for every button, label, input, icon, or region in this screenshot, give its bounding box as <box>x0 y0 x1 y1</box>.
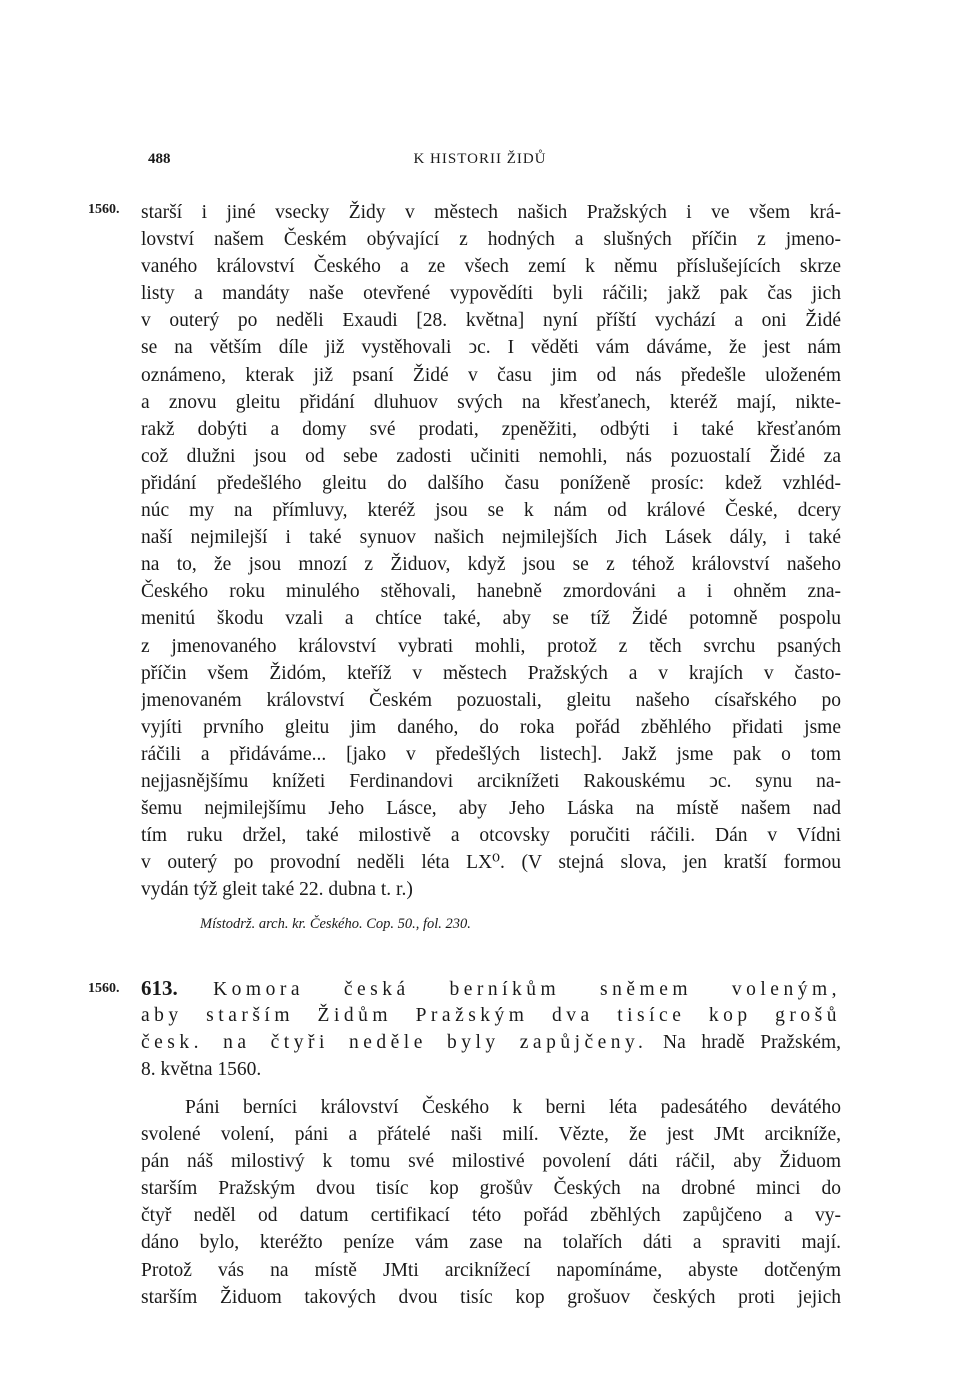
text-line: starší i jiné vsecky Židy v městech našich Pražských i ve všem krá- <box>141 202 841 223</box>
text-line: a znovu gleitu přidání dluhuov svých na křesťanech, kteréž mají, nikte- <box>141 391 841 413</box>
text-line: nejjasnějšímu knížeti Ferdinandovi arciknížeti Rakouskému ↄc. synu na- <box>141 770 841 792</box>
text-line: svolené volení, páni a přátelé naši milí. Vězte, že jest JMt arcikníže, <box>141 1124 841 1146</box>
text-line: ráčili a přidáváme... [jako v předešlých listech]. Jakž jsme pak o tom <box>141 743 841 765</box>
text-line: listy a mandáty naše otevřené vypovědíti byli ráčili; jakž pak čas jich <box>141 283 841 305</box>
text-line: dáno bylo, kteréžto peníze vám zase na tolařích dáti a spraviti mají. <box>141 1232 841 1254</box>
text-line: což dlužni jsou od sebe zadosti učiniti nemohli, nás pozuostalí Židé za <box>141 445 841 467</box>
text-line: naší nejmilejší i také synuov našich nejmilejších Jich Lásek dály, i také <box>141 527 841 549</box>
text-line: vydán týž gleit také 22. dubna t. r.) <box>141 879 413 901</box>
text-line: šemu nejmilejšímu Jeho Lásce, aby Jeho Láska na místě našem nad <box>141 798 841 820</box>
heading-line: česk. na čtyři neděle byly zapůjčeny. <box>141 1032 648 1054</box>
text-line: oznámeno, kterak již psaní Židé v času jim od nás předešle uloženém <box>141 364 841 386</box>
text-line: se na větším díle již vystěhovali ↄc. I věděti vám dáváme, že jest nám <box>141 337 841 359</box>
text-line: starším Židuom takových dvou tisíc kop grošuov českých proti jejich <box>141 1286 841 1308</box>
text-line: pán náš milostivý k tomu své milostivé povolení dáti ráčil, aby Židuom <box>141 1151 841 1173</box>
text-line: núc my na přímluvy, kteréž jsou se k nám od králové České, dcery <box>141 500 841 522</box>
text-line: Protož vás na místě JMti arciknížecí napomínáme, abyste dotčeným <box>141 1259 841 1281</box>
text-line: starším Pražským dvou tisíc kop grošův Českých na drobné minci do <box>141 1178 841 1200</box>
text-line: Českého roku minulého stěhovali, hanebně zmordováni a i ohněm zna- <box>141 581 841 603</box>
source-citation: Místodrž. arch. kr. Českého. Cop. 50., fol. 230. <box>200 916 471 932</box>
text-line: lovství našem Českém obývající z hodných a slušných příčin z jmeno- <box>141 229 841 251</box>
heading-line: Komora česká berníkům sněmem voleným, <box>213 979 841 1000</box>
text-line: v outerý po provodní neděli léta LX⁰. (V stejná slova, jen kratší formou <box>141 852 841 874</box>
entry2-body <box>141 1094 841 1311</box>
text-line: menitú škodu vzali a chtíce také, aby se tíž Židé potomně pospolu <box>141 608 841 630</box>
entry1-year: 1560. <box>88 202 120 217</box>
text-line: vyjíti prvního gleitu jim daného, do roka pořád zběhlého přidati jsme <box>141 716 841 738</box>
text-line: vaného království Českého a ze všech zemí k němu příslušejících skrze <box>141 256 841 278</box>
heading-date: 8. května 1560. <box>141 1059 262 1081</box>
running-title: K HISTORII ŽIDŮ <box>413 151 547 167</box>
entry1-text <box>141 199 841 903</box>
heading-line: aby starším Židům Pražským dva tisíce kop grošů <box>141 1005 841 1027</box>
text-line: jmenovaném království Českém pozuostali, gleitu našeho císařského po <box>141 689 841 711</box>
text-line: z jmenovaného království vybrati mohli, protož z těch svrchu psaných <box>141 635 841 657</box>
page-number: 488 <box>148 151 171 167</box>
text-line: na to, že jsou mnozí z Židuov, když jsou se z téhož království našeho <box>141 554 841 576</box>
text-line: příčin všem Židóm, kteříž v městech Pražských a v krajích v často- <box>141 662 841 684</box>
text-line: tím ruku držel, také milostivě a otcovsky poručiti ráčili. Dán v Vídni <box>141 825 841 847</box>
entry2-heading <box>141 975 841 1083</box>
entry2-year: 1560. <box>88 981 120 996</box>
text-line: rakž dobýti a domy své prodati, zpeněžiti, odbýti i také křesťanóm <box>141 418 841 440</box>
text-line: Páni berníci království Českého k berni léta padesátého devátého <box>185 1097 841 1118</box>
text-line: čtyř neděl od datum certifikací této pořád zběhlých zapůjčeno a vy- <box>141 1205 841 1227</box>
document-number: 613. <box>141 976 178 1000</box>
heading-place: Na hradě Pražském, <box>663 1032 841 1054</box>
text-line: v outerý po neděli Exaudi [28. května] nyní příští vychází a oni Židé <box>141 310 841 332</box>
text-line: přidání předešlého gleitu do dalšího času poníženě prosíc: kdež vzhléd- <box>141 472 841 494</box>
